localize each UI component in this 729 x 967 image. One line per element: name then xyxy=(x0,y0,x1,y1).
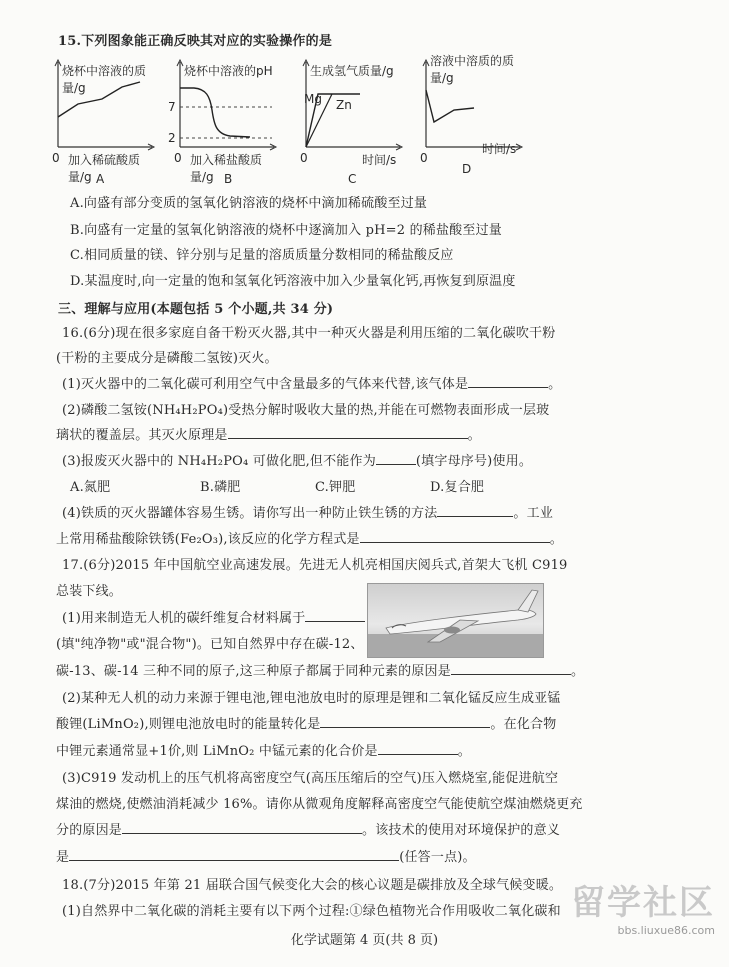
section-title: 三、理解与应用(本题包括 5 个小题,共 34 分) xyxy=(58,302,334,317)
q16-part2-text: 璃状的覆盖层。其灭火原理是 xyxy=(56,428,228,443)
q16-choice-b: B.磷肥 xyxy=(200,480,241,495)
q17-part3-end-1: 。该技术的使用对环境保护的意义 xyxy=(362,823,561,838)
q15-stem: 15.下列图象能正确反映其对应的实验操作的是 xyxy=(58,34,333,49)
graph-b xyxy=(168,52,282,192)
graph-d-xlabel: 时间/s xyxy=(482,142,517,156)
q17-part2-blank-1 xyxy=(320,715,490,728)
q17-part1-blank-2 xyxy=(451,662,571,675)
q16-part4-line1 xyxy=(62,502,553,521)
q15-option-b: B.向盛有一定量的氢氧化钠溶液的烧杯中逐滴加入 pH=2 的稀盐酸至过量 xyxy=(70,223,502,238)
q16-part4-blank-1 xyxy=(437,504,513,517)
q17-part1-end: 。 xyxy=(570,664,585,679)
graph-d-curve xyxy=(426,90,474,122)
q17-stem-1: 17.(6分)2015 年中国航空业高速发展。先进无人机亮相国庆阅兵式,首架大飞机 C919 xyxy=(62,558,568,573)
page-footer: 化学试题第 4 页(共 8 页) xyxy=(290,933,439,948)
q17-stem-2: 总装下线。 xyxy=(56,584,123,599)
graph-a-xlabel: 加入稀硫酸质量/g xyxy=(68,153,141,184)
graph-b-tick-2: 2 xyxy=(168,131,176,145)
q16-choice-a: A.氮肥 xyxy=(70,480,111,495)
q16-part4-blank-2 xyxy=(360,530,550,543)
q16-choice-d: D.复合肥 xyxy=(430,480,485,495)
graph-d xyxy=(418,52,528,192)
q16-part2-line2 xyxy=(56,424,481,443)
q17-part2-end-2: 。 xyxy=(457,744,471,759)
q17-part1-line2: (填"纯净物"或"混合物")。已知自然界中存在碳-12、 xyxy=(56,637,364,652)
q17-part2-text: 酸锂(LiMnO₂),则锂电池放电时的能量转化是 xyxy=(56,717,321,732)
graph-c-xlabel: 时间/s xyxy=(362,153,397,167)
q17-part3-line4 xyxy=(56,846,476,865)
q16-part2-blank xyxy=(228,426,468,439)
q17-part1-text-3: 碳-13、碳-14 三种不同的原子,这三种原子都属于同种元素的原因是 xyxy=(56,664,451,679)
q17-part3-line2: 煤油的燃烧,使燃油消耗减少 16%。请你从微观角度解释高密度空气能使航空煤油燃烧更充 xyxy=(56,797,583,812)
graph-c-letter: C xyxy=(348,172,357,186)
q18-stem: 18.(7分)2015 年第 21 届联合国气候变化大会的核心议题是碳排放及全球气候变暖。 xyxy=(62,878,563,893)
q17-part3-text-3: 分的原因是 xyxy=(56,823,123,838)
q16-part4-text-2: 上常用稀盐酸除铁锈(Fe₂O₃),该反应的化学方程式是 xyxy=(56,532,360,547)
q17-part3-blank-1 xyxy=(122,821,362,834)
q16-part2-line1: (2)磷酸二氢铵(NH₄H₂PO₄)受热分解时吸收大量的热,并能在可燃物表面形成一层玻 xyxy=(62,403,550,418)
graph-d-ylabel: 溶液中溶质的质量/g xyxy=(430,54,515,85)
graph-a-ylabel: 烧杯中溶液的质量/g xyxy=(62,64,147,95)
q16-part4-end-1: 。工业 xyxy=(513,506,554,521)
q17-part3-text-4: 是 xyxy=(56,850,70,865)
airplane-icon xyxy=(368,584,543,657)
q16-part1-blank xyxy=(468,375,548,388)
q17-part3-line1: (3)C919 发动机上的压气机将高密度空气(高压压缩后的空气)压入燃烧室,能促进航空 xyxy=(62,771,559,786)
q17-part1-text: (1)用来制造无人机的碳纤维复合材料属于 xyxy=(62,611,306,626)
q16-part3-blank xyxy=(376,452,416,465)
q17-part3-end-2: (任答一点)。 xyxy=(399,850,476,865)
graph-d-letter: D xyxy=(462,162,472,176)
watermark xyxy=(571,875,715,937)
graph-c-ylabel: 生成氢气质量/g xyxy=(310,64,394,78)
q16-part3-text: (3)报废灭火器中的 NH₄H₂PO₄ 可做化肥,但不能作为 xyxy=(62,454,376,469)
q16-part1 xyxy=(62,373,561,392)
graph-a-origin: 0 xyxy=(52,151,60,165)
graph-b-curve xyxy=(180,88,250,137)
graph-c xyxy=(298,52,408,192)
q15-option-c: C.相同质量的镁、锌分别与足量的溶质质量分数相同的稀盐酸反应 xyxy=(70,248,454,263)
q17-part1-line1 xyxy=(62,607,365,626)
q18-part1: (1)自然界中二氧化碳的消耗主要有以下两个过程:①绿色植物光合作用吸收二氧化碳和 xyxy=(62,904,561,919)
q16-part2-end: 。 xyxy=(467,428,481,443)
graph-b-tick-7: 7 xyxy=(168,100,176,114)
q16-choice-c: C.钾肥 xyxy=(315,480,356,495)
q17-part3-blank-2 xyxy=(69,848,399,861)
q17-part1-blank-1 xyxy=(305,609,365,622)
q15-option-a: A.向盛有部分变质的氢氧化钠溶液的烧杯中滴加稀硫酸至过量 xyxy=(70,196,428,211)
q17-part2-line1: (2)某种无人机的动力来源于锂电池,锂电池放电时的原理是锂和二氧化锰反应生成亚锰 xyxy=(62,691,561,706)
watermark-url: bbs.liuxue86.com xyxy=(617,924,715,937)
q17-part2-line3 xyxy=(56,740,471,759)
q16-part3-end: (填字母序号)使用。 xyxy=(415,454,533,469)
q16-part1-end: 。 xyxy=(548,377,562,392)
q17-part2-end-1: 。在化合物 xyxy=(490,717,557,732)
graph-a-letter: A xyxy=(96,172,105,186)
c919-airplane-photo xyxy=(367,583,544,658)
graph-a xyxy=(50,52,160,192)
q15-option-d: D.某温度时,向一定量的饱和氢氧化钙溶液中加入少量氧化钙,再恢复到原温度 xyxy=(70,274,516,289)
q16-part3 xyxy=(62,450,532,469)
graph-b-origin: 0 xyxy=(174,151,182,165)
graph-b-xlabel: 加入稀盐酸质量/g xyxy=(190,153,263,184)
graph-d-origin: 0 xyxy=(420,151,428,165)
q17-part3-line3 xyxy=(56,819,560,838)
q17-part1-line3 xyxy=(56,660,584,679)
graph-c-mg-label: Mg xyxy=(304,92,322,106)
graph-b-letter: B xyxy=(224,172,233,186)
q16-part4-text: (4)铁质的灭火器罐体容易生锈。请你写出一种防止铁生锈的方法 xyxy=(62,506,438,521)
q16-part4-line2 xyxy=(56,528,563,547)
q16-part4-end-2: 。 xyxy=(549,532,563,547)
graph-b-ylabel: 烧杯中溶液的pH xyxy=(184,64,273,78)
q16-stem-2: (干粉的主要成分是磷酸二氢铵)灭火。 xyxy=(56,351,278,366)
graph-c-origin: 0 xyxy=(300,151,308,165)
q17-part2-text-3: 中锂元素通常显+1价,则 LiMnO₂ 中锰元素的化合价是 xyxy=(56,744,378,759)
q16-part1-text: (1)灭火器中的二氧化碳可利用空气中含量最多的气体来代替,该气体是 xyxy=(62,377,469,392)
watermark-title: 留学社区 xyxy=(571,883,715,923)
graph-c-zn-label: Zn xyxy=(336,98,352,112)
q16-stem-1: 16.(6分)现在很多家庭自备干粉灭火器,其中一种灭火器是利用压缩的二氧化碳吹干粉 xyxy=(62,326,556,341)
q17-part2-line2 xyxy=(56,713,556,732)
q17-part2-blank-2 xyxy=(378,742,458,755)
